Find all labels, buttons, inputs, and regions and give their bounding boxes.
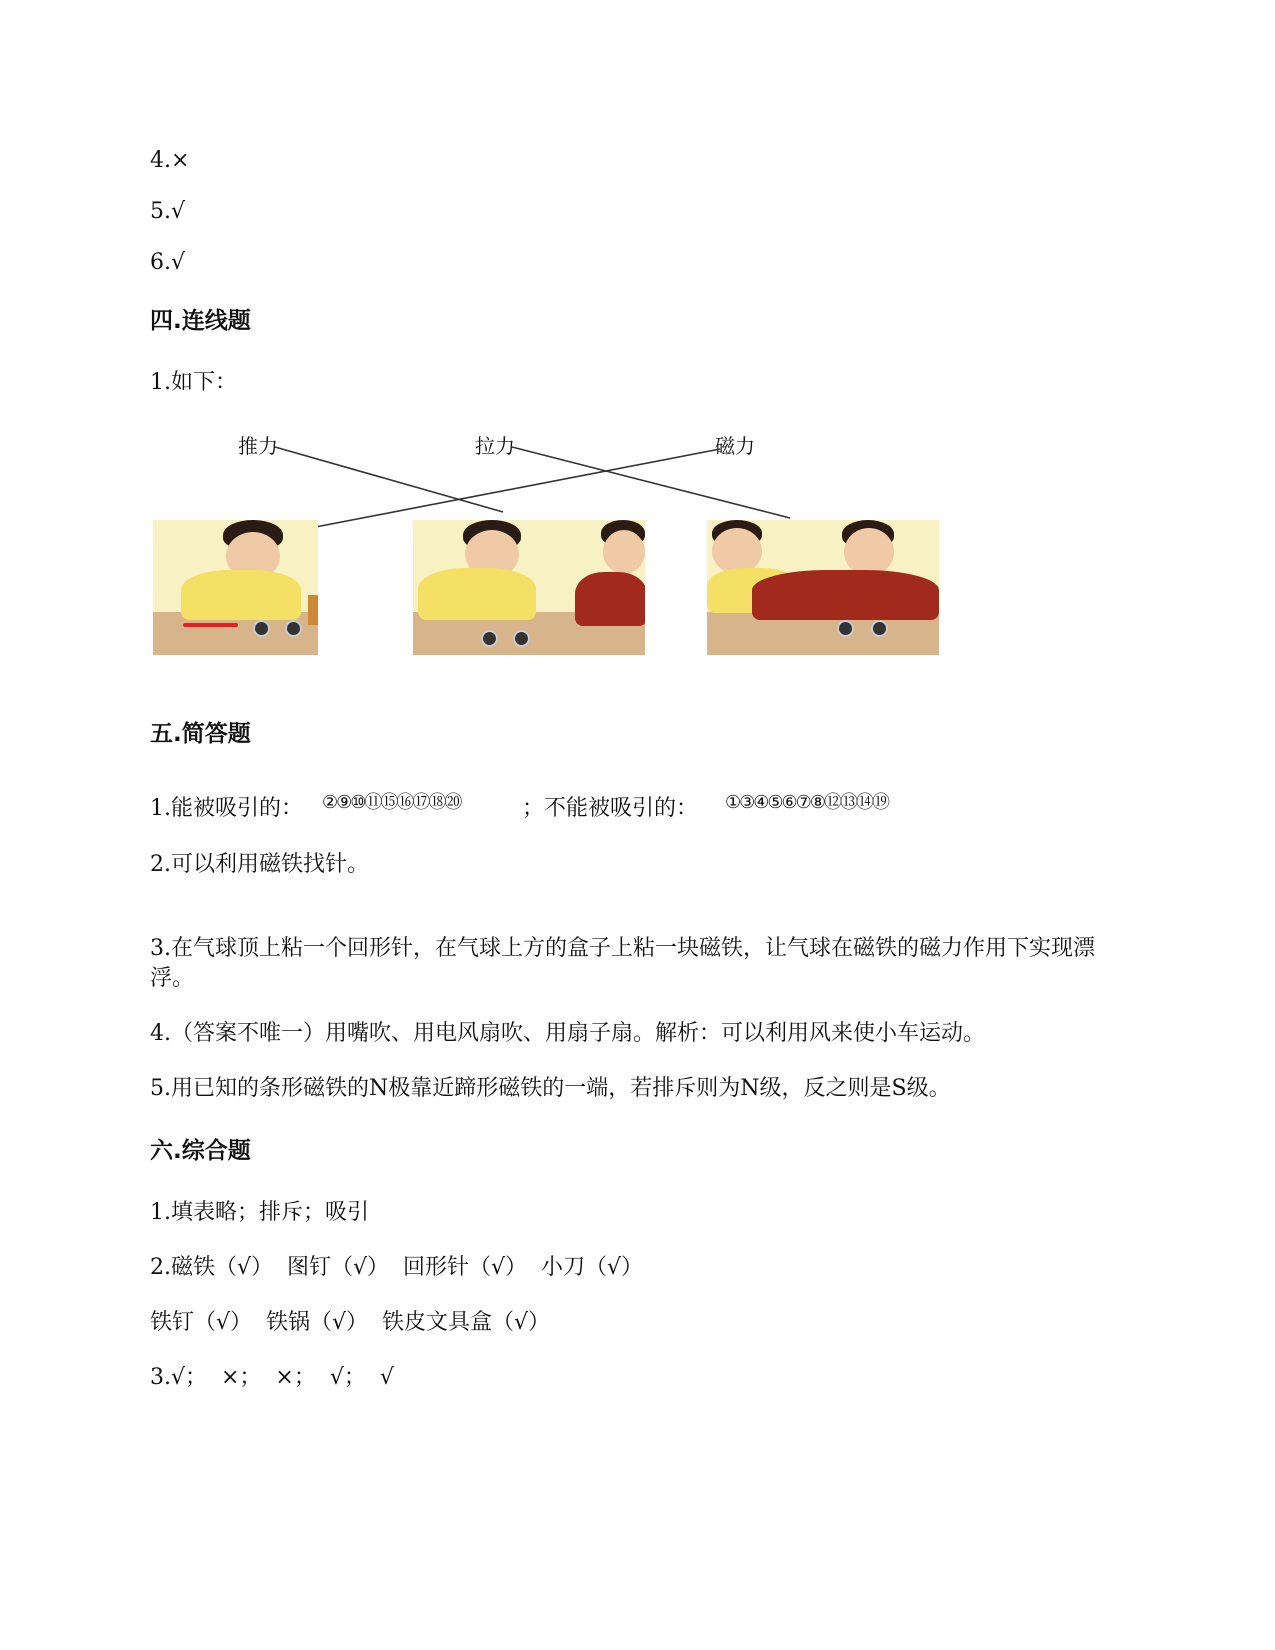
section-6-q2a: 2.磁铁（√） 图钉（√） 回形针（√） 小刀（√） [150,1255,644,1280]
line-magnetic-to-photo1 [300,449,720,530]
answer-4: 4.× [150,148,190,173]
photo-girl-and-boy-car [413,520,645,655]
label-magnetic: 磁力 [715,434,755,458]
section-5-q2: 2.可以利用磁铁找针。 [150,852,369,877]
section-5-heading: 五.简答题 [150,721,251,747]
section-6-q1: 1.填表略；排斥；吸引 [150,1200,369,1225]
section-4-q1: 1.如下： [150,370,237,395]
section-5-q3: 3.在气球顶上粘一个回形针，在气球上方的盒子上粘一块磁铁，让气球在磁铁的磁力作用下实现漂浮。 [150,936,1095,991]
section-6-q3: 3.√； ×； ×； √； √ [150,1365,394,1390]
section-5-q4: 4.（答案不唯一）用嘴吹、用电风扇吹、用扇子扇。解析：可以利用风来使小车运动。 [150,1021,985,1046]
section-5-q1 [150,786,1050,826]
photo-girl-pushing-car [153,520,318,655]
section-6-heading: 六.综合题 [150,1138,251,1164]
photo-girl-and-boy-magnet-car [707,520,939,655]
section-4-heading: 四.连线题 [150,308,251,334]
section-5-q5: 5.用已知的条形磁铁的N极靠近蹄形磁铁的一端，若排斥则为N级，反之则是S级。 [150,1076,951,1101]
matching-diagram [150,425,970,685]
section-6-q2b: 铁钉（√） 铁锅（√） 铁皮文具盒（√） [150,1310,551,1335]
q1-not-attracted-items: ①③④⑤⑥⑦⑧⑫⑬⑭⑲ [725,792,888,813]
q1-mid: ；不能被吸引的： [522,796,699,821]
q1-attracted-items: ②⑨⑩⑪⑮⑯⑰⑱⑳ [322,792,461,813]
answer-6: 6.√ [150,250,186,275]
q1-prefix: 1.能被吸引的： [150,796,303,821]
label-pull: 拉力 [475,434,515,458]
label-push: 推力 [238,434,278,458]
line-pull-to-photo3 [512,447,790,518]
answer-5: 5.√ [150,199,186,224]
line-push-to-photo2 [275,447,503,512]
